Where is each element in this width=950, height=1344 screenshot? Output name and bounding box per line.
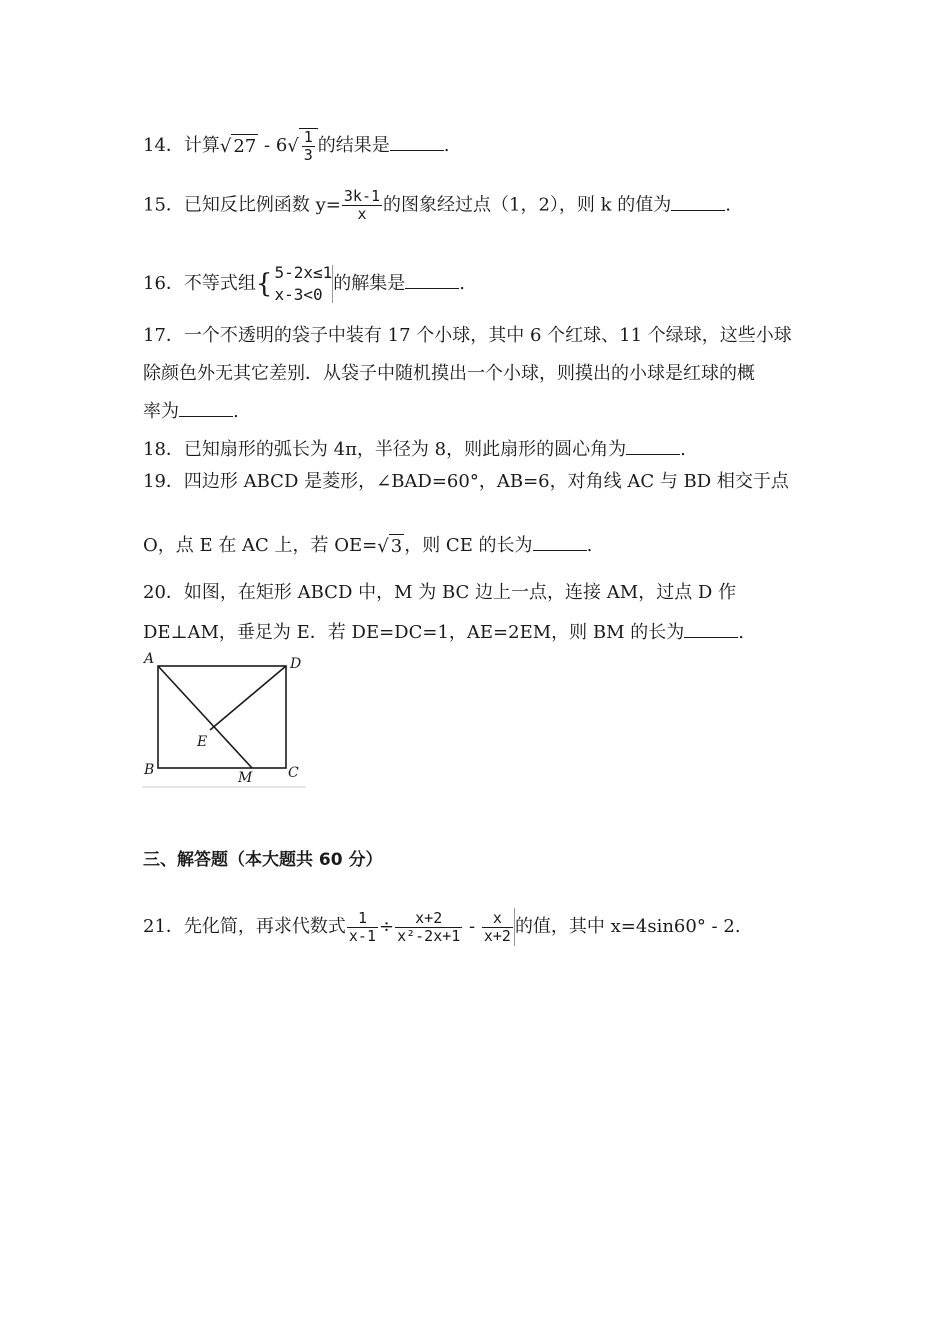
question-text: 18．已知扇形的弧长为 4π，半径为 8，则此扇形的圆心角为 <box>143 439 627 460</box>
question-text: 率为 <box>143 401 179 422</box>
question-15 <box>143 188 731 223</box>
question-20-line-2 <box>143 619 744 645</box>
question-text: DE⊥AM，垂足为 E．若 DE=DC=1，AE=2EM，则 BM 的长为 <box>143 622 685 643</box>
sqrt-expression: √ 27 <box>219 135 257 157</box>
fraction-numerator: x <box>482 910 513 928</box>
inequality-1: 5-2x≤1 <box>274 263 333 282</box>
operator: - <box>463 916 481 937</box>
question-16 <box>143 262 465 306</box>
question-number: 14． <box>143 135 184 156</box>
label-e: E <box>197 734 208 750</box>
question-20-line-1: 20．如图，在矩形 ABCD 中，M 为 BC 边上一点，连接 AM，过点 D 作 <box>143 582 737 603</box>
label-a: A <box>144 651 155 667</box>
segment-am <box>158 666 252 768</box>
label-d: D <box>290 656 302 672</box>
sqrt-fraction: √ $\frac{1}{3}$ <box>287 128 318 164</box>
fraction-denominator: x²-2x+1 <box>397 926 461 945</box>
inequality-2: x-3<0 <box>274 285 323 304</box>
answer-blank[interactable] <box>533 532 587 551</box>
segment-de <box>210 666 286 730</box>
answer-blank[interactable] <box>179 398 233 417</box>
question-text: O，点 E 在 AC 上，若 OE= <box>143 535 378 556</box>
question-text: 计算 <box>183 135 220 156</box>
question-text: 的图象经过点（1，2），则 k 的值为 <box>383 194 672 216</box>
answer-blank[interactable] <box>626 436 680 455</box>
left-brace-icon: { <box>255 269 273 299</box>
fraction <box>302 129 315 164</box>
question-17-line-3 <box>143 398 239 424</box>
fraction-denominator: x+2 <box>483 926 511 945</box>
question-17-line-2: 除颜色外无其它差别．从袋子中随机摸出一个小球，则摸出的小球是红球的概 <box>143 363 755 384</box>
answer-blank[interactable] <box>671 192 725 211</box>
sqrt-expression: √ 3 <box>377 535 403 557</box>
fraction-1 <box>347 910 378 945</box>
question-21 <box>143 908 741 946</box>
fraction-numerator: 1 <box>303 128 313 146</box>
period: . <box>725 194 732 216</box>
fraction-denominator: x-1 <box>348 926 376 945</box>
section-title: 三、解答题（本大题共 60 分） <box>143 850 383 870</box>
label-b: B <box>144 762 155 778</box>
label-m: M <box>238 770 253 786</box>
fraction-3 <box>482 910 513 945</box>
inequality-system <box>274 262 332 306</box>
question-17-line-1: 17．一个不透明的袋子中装有 17 个小球，其中 6 个红球、11 个绿球，这些小球 <box>143 325 792 346</box>
question-text: 的值，其中 x=4sin60° - 2. <box>514 916 741 937</box>
sqrt-radicand: 27 <box>233 135 257 157</box>
question-19-line-1: 19．四边形 ABCD 是菱形，∠BAD=60°，AB=6，对角线 AC 与 BD 相交于点 <box>143 471 789 492</box>
fraction <box>342 188 382 223</box>
period: . <box>233 401 239 422</box>
question-number: 15． <box>143 194 184 216</box>
answer-blank[interactable] <box>684 619 738 638</box>
rectangle-figure <box>140 648 310 790</box>
fraction-denominator: 3 <box>303 146 313 164</box>
question-text: 先化简，再求代数式 <box>183 916 346 937</box>
question-text: 已知反比例函数 y= <box>183 194 341 216</box>
answer-blank[interactable] <box>405 270 459 289</box>
question-text: 的解集是 <box>333 273 406 294</box>
question-text: 不等式组 <box>183 273 256 294</box>
fraction-denominator: x <box>357 205 367 223</box>
sqrt-radicand: 3 <box>390 535 403 557</box>
period: . <box>586 535 593 556</box>
question-number: 21． <box>143 916 184 937</box>
operator: - 6 <box>258 135 288 156</box>
question-text: ，则 CE 的长为 <box>404 535 533 556</box>
fraction-2 <box>395 910 462 945</box>
period: . <box>680 439 686 460</box>
fraction-numerator: 1 <box>347 910 378 928</box>
period: . <box>459 273 465 294</box>
fraction-numerator: 3k-1 <box>343 187 381 205</box>
question-number: 16． <box>143 273 184 294</box>
label-c: C <box>288 765 299 781</box>
operator: ÷ <box>379 916 395 937</box>
fraction-numerator: x+2 <box>395 910 462 928</box>
question-14 <box>143 128 450 164</box>
answer-blank[interactable] <box>390 132 444 151</box>
question-18 <box>143 436 686 462</box>
question-19-line-2 <box>143 532 592 559</box>
question-text: 的结果是 <box>317 135 390 156</box>
period: . <box>738 622 744 643</box>
period: . <box>443 135 450 156</box>
